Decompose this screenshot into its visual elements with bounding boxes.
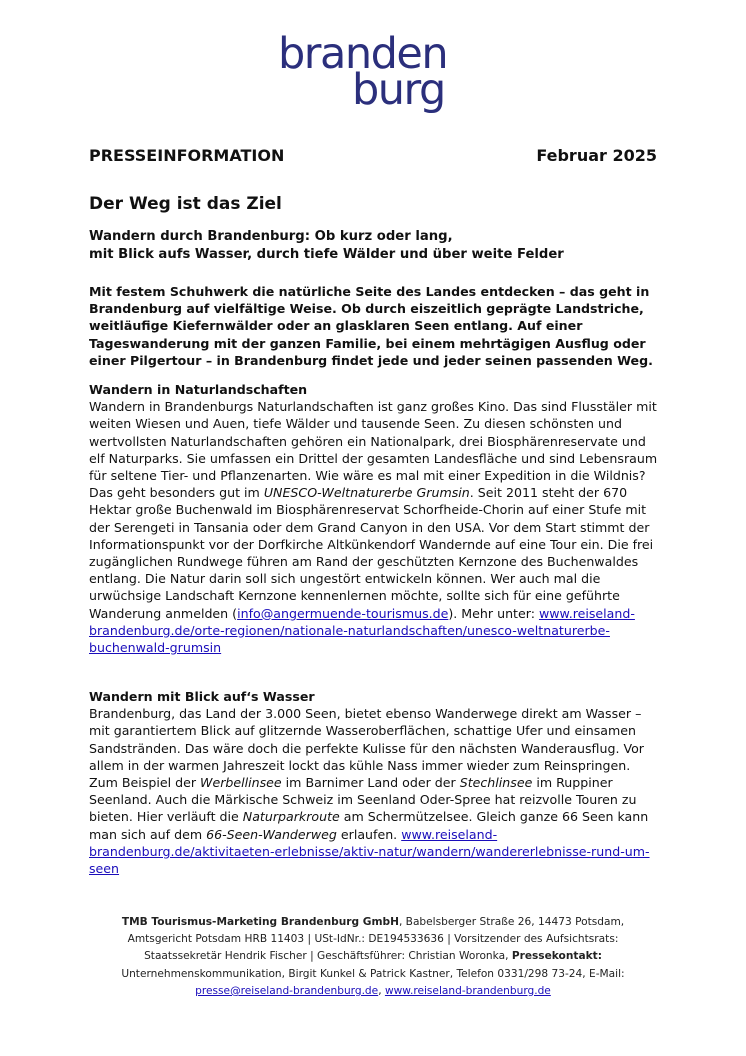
body-text: ). Mehr unter: (448, 605, 539, 621)
body-text: Brandenburg, das Land der 3.000 Seen, bietet ebenso Wanderwege direkt am Wasser – mit garantiertem Blick auf glitzernde Wasseroberflächen, schattige Ufer und einsamen Sandstränden. Das wäre doch die perfekte Kulisse für den nächsten Wanderausflug. Vor allem in der warmen Jahreszeit lockt das kühle Nass immer wieder zum Reinspringen. Zum Beispiel der (89, 706, 644, 791)
web-link[interactable]: www.reiseland-brandenburg.de/aktivitaeten-erlebnisse/aktiv-natur/wandern/wandererlebnisse-rund-um-seen (89, 826, 650, 877)
body-text: im Barnimer Land oder der (281, 775, 460, 791)
logo-line-2: burg (352, 65, 445, 115)
footer (98, 914, 648, 1000)
italic-term: Werbellinsee (200, 775, 282, 791)
section-wasser (89, 688, 661, 877)
press-info-label: PRESSEINFORMATION (89, 146, 285, 165)
section-naturlandschaften (89, 381, 661, 656)
logo-line-1: branden (278, 29, 448, 79)
document-date: Februar 2025 (536, 146, 657, 165)
web-link[interactable]: www.reiseland-brandenburg.de/orte-regionen/nationale-naturlandschaften/unesco-weltnaturerbe-buchenwald-grumsin (89, 605, 635, 656)
footer-contact: Unternehmenskommunikation, Birgit Kunkel & Patrick Kastner, Telefon 0331/298 73-24, E-Mail: (121, 967, 625, 980)
italic-term: UNESCO-Weltnaturerbe Grumsin (263, 485, 470, 501)
company-name: TMB Tourismus-Marketing Brandenburg GmbH (121, 916, 399, 928)
page-title: Der Weg ist das Ziel (89, 194, 282, 214)
document-header (89, 146, 657, 168)
section-heading: Wandern in Naturlandschaften (89, 382, 308, 397)
body-text: am Schermützelsee. Gleich ganze 66 Seen kann man sich auf dem (89, 809, 649, 842)
italic-term: Naturparkroute (242, 809, 340, 825)
section-heading: Wandern mit Blick auf‘s Wasser (89, 689, 315, 704)
footer-separator: , (378, 984, 385, 997)
subtitle-line-1: Wandern durch Brandenburg: Ob kurz oder lang, (89, 229, 453, 244)
section-body (89, 398, 661, 656)
body-text: erlaufen. (336, 826, 402, 842)
footer-address: , Babelsberger Straße 26, 14473 Potsdam, Amtsgericht Potsdam HRB 11403 | USt-IdNr.: DE194533636 | Vorsitzender des Aufsichtsrats: Staatssekretär Hendrik Fischer | Geschäftsführer: Christian Woronka, (127, 916, 625, 963)
body-text: im Ruppiner Seenland. Auch die Märkische Schweiz im Seenland Oder-Spree hat reizvolle Touren zu bieten. Hier verläuft die (89, 775, 637, 825)
section-body (89, 705, 661, 877)
press-email-link[interactable]: presse@reiseland-brandenburg.de (195, 984, 379, 997)
website-link[interactable]: www.reiseland-brandenburg.de (384, 984, 551, 997)
body-text: . Seit 2011 steht der 670 Hektar große Buchenwald im Biosphärenreservat Schorfheide-Chorin auf einer Stufe mit der Serengeti in Tansania oder dem Grand Canyon in den USA. Vor dem Start stimmt der Informationspunkt vor der Dorfkirche Altkünkendorf Wandernde auf eine Tour ein. Die frei zugänglichen Rundwege führen am Rand der geschützten Kernzone des Buchenwaldes entlang. Die Natur darin soll sich ungestört entwickeln können. Wer auch mal die urwüchsige Landschaft Kernzone kennenlernen möchte, sollte sich für eine geführte Wanderung anmelden ( (89, 485, 654, 621)
italic-term: Stechlinsee (459, 775, 533, 791)
email-link[interactable]: info@angermuende-tourismus.de (237, 605, 449, 621)
subtitle (89, 228, 669, 264)
subtitle-line-2: mit Blick aufs Wasser, durch tiefe Wälder und über weite Felder (89, 247, 564, 262)
brandenburg-logo (272, 28, 472, 118)
body-text: Wandern in Brandenburgs Naturlandschaften ist ganz großes Kino. Das sind Flusstäler mit weiten Wiesen und Auen, tiefe Wälder und tausende Seen. Zu diesen schönsten und wertvollsten Naturlandschaften gehören ein Nationalpark, drei Biosphärenreservate und elf Naturparks. Sie umfassen ein Drittel der gesamten Landesfläche und sind Lebensraum für seltene Tier- und Pflanzenarten. Wie wäre es mal mit einer Expedition in die Wildnis? Das geht besonders gut im (89, 399, 658, 501)
press-contact-label: Pressekontakt: (511, 950, 602, 963)
italic-term: 66-Seen-Wanderweg (206, 826, 337, 842)
lead-paragraph: Mit festem Schuhwerk die natürliche Seite des Landes entdecken – das geht in Brandenburg auf vielfältige Weise. Ob durch eiszeitlich geprägte Landstriche, weitläufige Kiefernwälder oder an glasklaren Seen entlang. Auf einer Tageswanderung mit der ganzen Familie, bei einem mehrtägigen Ausflug oder einer Pilgertour – in Brandenburg findet jede und jeder seinen passenden Weg. (89, 284, 653, 368)
